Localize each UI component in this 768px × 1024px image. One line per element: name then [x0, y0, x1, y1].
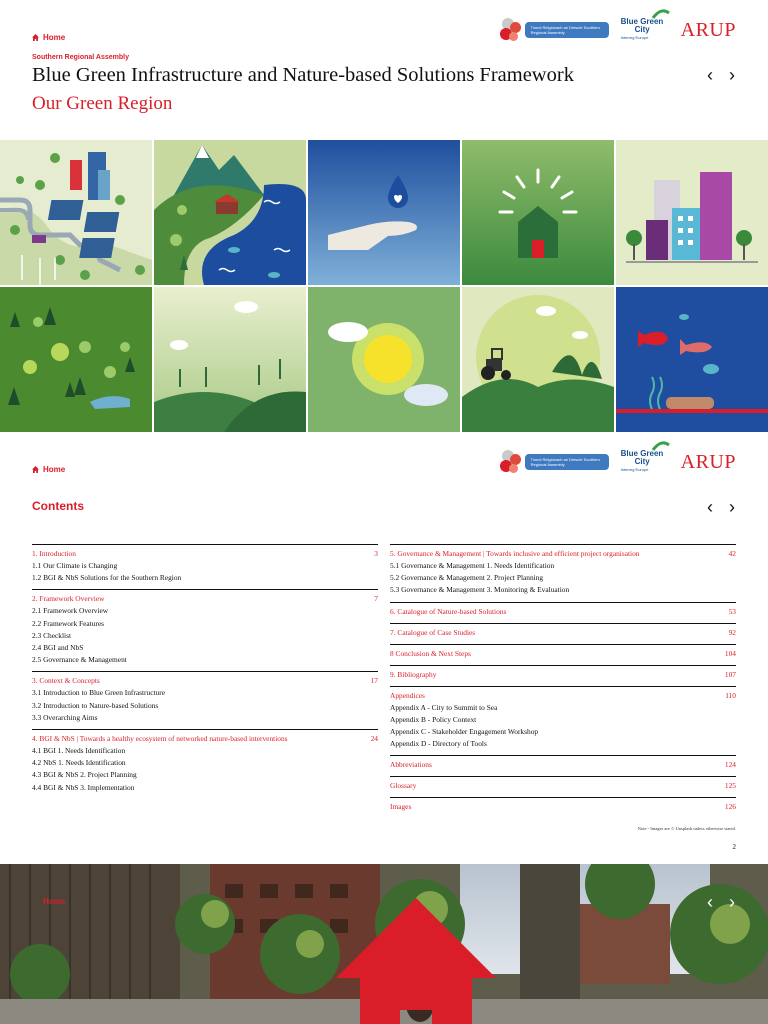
contents-section — [390, 665, 736, 686]
contents-subsection-link[interactable]: 4.3 BGI & NbS 2. Project Planning — [32, 770, 137, 780]
sea-life-illustration — [616, 287, 768, 432]
home-icon — [32, 34, 39, 41]
contents-section-link[interactable] — [390, 669, 736, 681]
contents-subsection-link[interactable]: Appendix C - Stakeholder Engagement Workshop — [390, 727, 539, 737]
contents-heading: Contents — [32, 499, 84, 513]
contents-section — [390, 544, 736, 602]
contents-section-link[interactable] — [32, 548, 378, 560]
city-landscape-illustration — [0, 140, 152, 285]
section-title: Abbreviations — [390, 760, 432, 770]
home-label: Home — [43, 897, 66, 906]
section-title: 1. Introduction — [32, 549, 76, 558]
hand-water-drop-illustration — [308, 140, 460, 285]
contents-subsection-link[interactable]: 2.4 BGI and NbS — [32, 643, 84, 653]
contents-subsection-link[interactable]: 4.1 BGI 1. Needs Identification — [32, 746, 126, 756]
contents-section — [390, 797, 736, 818]
kicker: Southern Regional Assembly — [32, 54, 129, 61]
contents-section — [32, 544, 378, 589]
prev-page-button[interactable]: ‹ — [707, 497, 713, 517]
contents-subsection-link[interactable]: 3.1 Introduction to Blue Green Infrastructure — [32, 688, 165, 698]
contents-section-link[interactable] — [390, 606, 736, 618]
contents-section-link[interactable] — [390, 780, 736, 792]
sun-clouds-illustration — [308, 287, 460, 432]
house-sunrise-illustration — [462, 140, 614, 285]
contents-section — [32, 671, 378, 729]
page-number: 2 — [732, 843, 736, 851]
next-page-button[interactable]: › — [729, 892, 735, 912]
home-label: Home — [43, 33, 66, 42]
contents-section-link[interactable] — [390, 690, 736, 702]
contents-section — [32, 589, 378, 671]
blue-green-city-logo: Blue Green City Interreg Europe — [621, 450, 669, 474]
prev-page-button[interactable]: ‹ — [707, 65, 713, 85]
title-page-header — [0, 0, 768, 140]
contents-section — [390, 644, 736, 665]
contents-subsection-link[interactable]: 1.2 BGI & NbS Solutions for the Southern Region — [32, 573, 182, 583]
contents-section — [390, 602, 736, 623]
contents-section — [390, 686, 736, 756]
contents-subsection-link[interactable]: 2.5 Governance & Management — [32, 655, 127, 665]
section-page-number: 42 — [728, 549, 736, 558]
section-title: 4. BGI & NbS | Towards a healthy ecosystem of networked nature-based interventions — [32, 734, 288, 744]
arup-logo: ARUP — [680, 450, 736, 473]
home-link-photo[interactable] — [32, 897, 65, 906]
introduction-photo-page — [0, 864, 768, 1024]
contents-subsection-link[interactable]: 2.2 Framework Features — [32, 618, 105, 628]
section-title: Images — [390, 802, 412, 812]
contents-column-right — [390, 544, 736, 818]
section-page-number: 53 — [728, 606, 736, 616]
contents-section-link[interactable] — [390, 627, 736, 639]
home-icon — [32, 466, 39, 473]
contents-section-link[interactable] — [32, 733, 378, 745]
home-link[interactable] — [32, 33, 65, 42]
prev-page-button[interactable]: ‹ — [707, 892, 713, 912]
contents-section — [390, 776, 736, 797]
contents-section — [32, 729, 378, 799]
mountain-lake-illustration — [154, 140, 306, 285]
partner-logos-contents — [500, 448, 736, 476]
arup-logo: ARUP — [680, 18, 736, 41]
contents-subsection-link[interactable]: Appendix A - City to Summit to Sea — [390, 702, 498, 712]
section-page-number: 110 — [725, 690, 736, 700]
section-title: Appendices — [390, 690, 425, 700]
section-page-number: 3 — [374, 549, 378, 558]
section-page-number: 124 — [724, 760, 736, 770]
city-buildings-illustration — [616, 140, 768, 285]
contents-section — [390, 755, 736, 776]
section-page-number: 126 — [724, 802, 736, 812]
page-subtitle: Our Green Region — [32, 93, 173, 114]
home-icon — [32, 898, 39, 905]
contents-subsection-link[interactable]: 3.2 Introduction to Nature-based Solutions — [32, 700, 159, 710]
next-page-button[interactable]: › — [729, 497, 735, 517]
partner-logos — [500, 16, 736, 44]
contents-section — [390, 623, 736, 644]
blue-green-city-logo: Blue Green City Interreg Europe — [621, 18, 669, 42]
contents-section-link[interactable] — [32, 675, 378, 687]
contents-section-link[interactable] — [390, 548, 736, 560]
contents-subsection-link[interactable]: 4.2 NbS 1. Needs Identification — [32, 758, 126, 768]
section-page-number: 107 — [724, 669, 736, 679]
tractor-field-illustration — [462, 287, 614, 432]
next-page-button[interactable]: › — [729, 65, 735, 85]
section-title: 9. Bibliography — [390, 669, 437, 679]
home-label: Home — [43, 465, 66, 474]
section-title: 6. Catalogue of Nature-based Solutions — [390, 606, 507, 616]
section-title: 8 Conclusion & Next Steps — [390, 648, 471, 658]
contents-subsection-link[interactable]: 3.3 Overarching Aims — [32, 712, 98, 722]
contents-subsection-link[interactable]: Appendix D - Directory of Tools — [390, 739, 487, 749]
contents-subsection-link[interactable]: 5.2 Governance & Management 2. Project Planning — [390, 573, 544, 583]
contents-column-left — [32, 544, 378, 799]
page-nav-photo — [704, 893, 738, 911]
contents-subsection-link[interactable]: 5.1 Governance & Management 1. Needs Identification — [390, 561, 555, 570]
section-title: 3. Context & Concepts — [32, 676, 100, 686]
section-page-number: 92 — [728, 627, 736, 637]
section-title: 2. Framework Overview — [32, 594, 105, 604]
home-link-contents[interactable] — [32, 465, 65, 474]
forest-field-illustration — [0, 287, 152, 432]
section-title: Glossary — [390, 781, 417, 791]
image-credit-note: Note - Images are © Unsplash unless otherwise stated. — [637, 826, 736, 831]
section-page-number: 17 — [370, 676, 378, 686]
contents-subsection-link[interactable]: 2.3 Checklist — [32, 630, 72, 640]
illustration-grid — [0, 140, 768, 432]
contents-section-link[interactable] — [390, 759, 736, 771]
section-page-number: 125 — [724, 781, 736, 791]
contents-subsection-link[interactable]: 4.4 BGI & NbS 3. Implementation — [32, 782, 135, 792]
contents-section-link[interactable] — [390, 801, 736, 813]
section-title: 5. Governance & Management | Towards inclusive and efficient project organisation — [390, 549, 640, 558]
southern-regional-assembly-logo: Tionól Réigiúnach an Deiscirt Southern Regional Assembly — [500, 16, 609, 44]
hills-wheat-illustration — [154, 287, 306, 432]
contents-page — [0, 432, 768, 864]
contents-subsection-link[interactable]: 2.1 Framework Overview — [32, 606, 109, 616]
contents-subsection-link[interactable]: Appendix B - Policy Context — [390, 714, 477, 724]
section-page-number: 7 — [374, 594, 378, 604]
page-title: Blue Green Infrastructure and Nature-based Solutions Framework — [32, 64, 574, 86]
section-title: 7. Catalogue of Case Studies — [390, 627, 476, 637]
contents-subsection-link[interactable]: 5.3 Governance & Management 3. Monitoring & Evaluation — [390, 585, 570, 595]
contents-section-link[interactable] — [32, 593, 378, 605]
contents-subsection-link[interactable]: 1.1 Our Climate is Changing — [32, 561, 118, 570]
page-nav — [704, 66, 738, 84]
page-nav-contents — [704, 498, 738, 516]
southern-regional-assembly-logo: Tionól Réigiúnach an Deiscirt Southern Regional Assembly — [500, 448, 609, 476]
section-page-number: 104 — [724, 648, 736, 658]
section-page-number: 24 — [370, 734, 378, 744]
contents-section-link[interactable] — [390, 648, 736, 660]
